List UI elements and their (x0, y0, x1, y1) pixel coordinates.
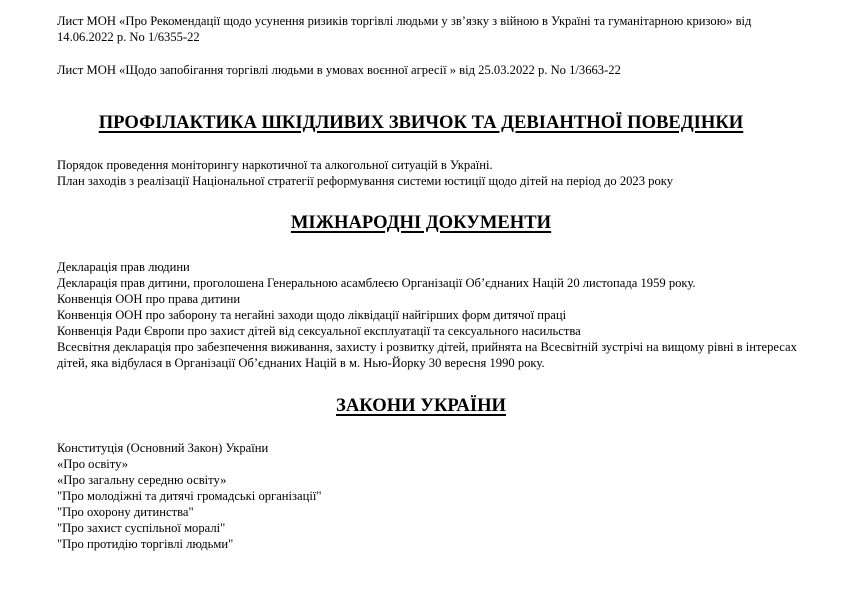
list-item: «Про освіту» (57, 457, 129, 471)
list-item: Порядок проведення моніторингу наркотичної та алкогольної ситуацій в Україні. (57, 158, 493, 172)
list-item: Всесвітня декларація про забезпечення виживання, захисту і розвитку дітей, прийнята на Всесвітній зустрічі на вищому рівні в інтересах дітей, яка відбулася в Організації Об’єднаних Націй в м. Нью-Йорку 30 вересня 1990 року. (57, 340, 797, 370)
list-item: Конвенція ООН про заборону та негайні заходи щодо ліквідації найгірших форм дитячої праці (57, 308, 567, 322)
laws-list (57, 440, 797, 552)
list-item: Конституція (Основний Закон) України (57, 441, 269, 455)
letter-1: Лист МОН «Про Рекомендації щодо усунення ризиків торгівлі людьми у зв’язку з війною в Україні та гуманітарною кризою» від 14.06.2022 р. No 1/6355-22 (57, 14, 752, 44)
list-item: Декларація прав людини (57, 260, 190, 274)
list-item: "Про протидію торгівлі людьми" (57, 537, 234, 551)
international-list (57, 259, 797, 371)
list-item: "Про молодіжні та дитячі громадські організації" (57, 489, 322, 503)
list-item: Конвенція Ради Європи про захист дітей від сексуальної експлуатації та сексуального насильства (57, 324, 581, 338)
list-item: «Про загальну середню освіту» (57, 473, 227, 487)
section-heading-laws: ЗАКОНИ УКРАЇНИ (336, 395, 506, 416)
list-item: План заходів з реалізації Національної стратегії реформування системи юстиції щодо дітей на період до 2023 року (57, 174, 673, 188)
letter-2: Лист МОН «Щодо запобігання торгівлі людьми в умовах воєнної агресії » від 25.03.2022 р. No 1/3663-22 (57, 63, 621, 77)
list-item: "Про охорону дитинства" (57, 505, 194, 519)
prevention-list (57, 157, 797, 189)
list-item: "Про захист суспільної моралі" (57, 521, 226, 535)
list-item: Декларація прав дитини, проголошена Генеральною асамблеєю Організації Об’єднаних Націй 20 листопада 1959 року. (57, 276, 696, 290)
list-item: Конвенція ООН про права дитини (57, 292, 241, 306)
section-heading-prevention: ПРОФІЛАКТИКА ШКІДЛИВИХ ЗВИЧОК ТА ДЕВІАНТНОЇ ПОВЕДІНКИ (98, 112, 744, 133)
section-heading-international: МІЖНАРОДНІ ДОКУМЕНТИ (290, 212, 552, 233)
